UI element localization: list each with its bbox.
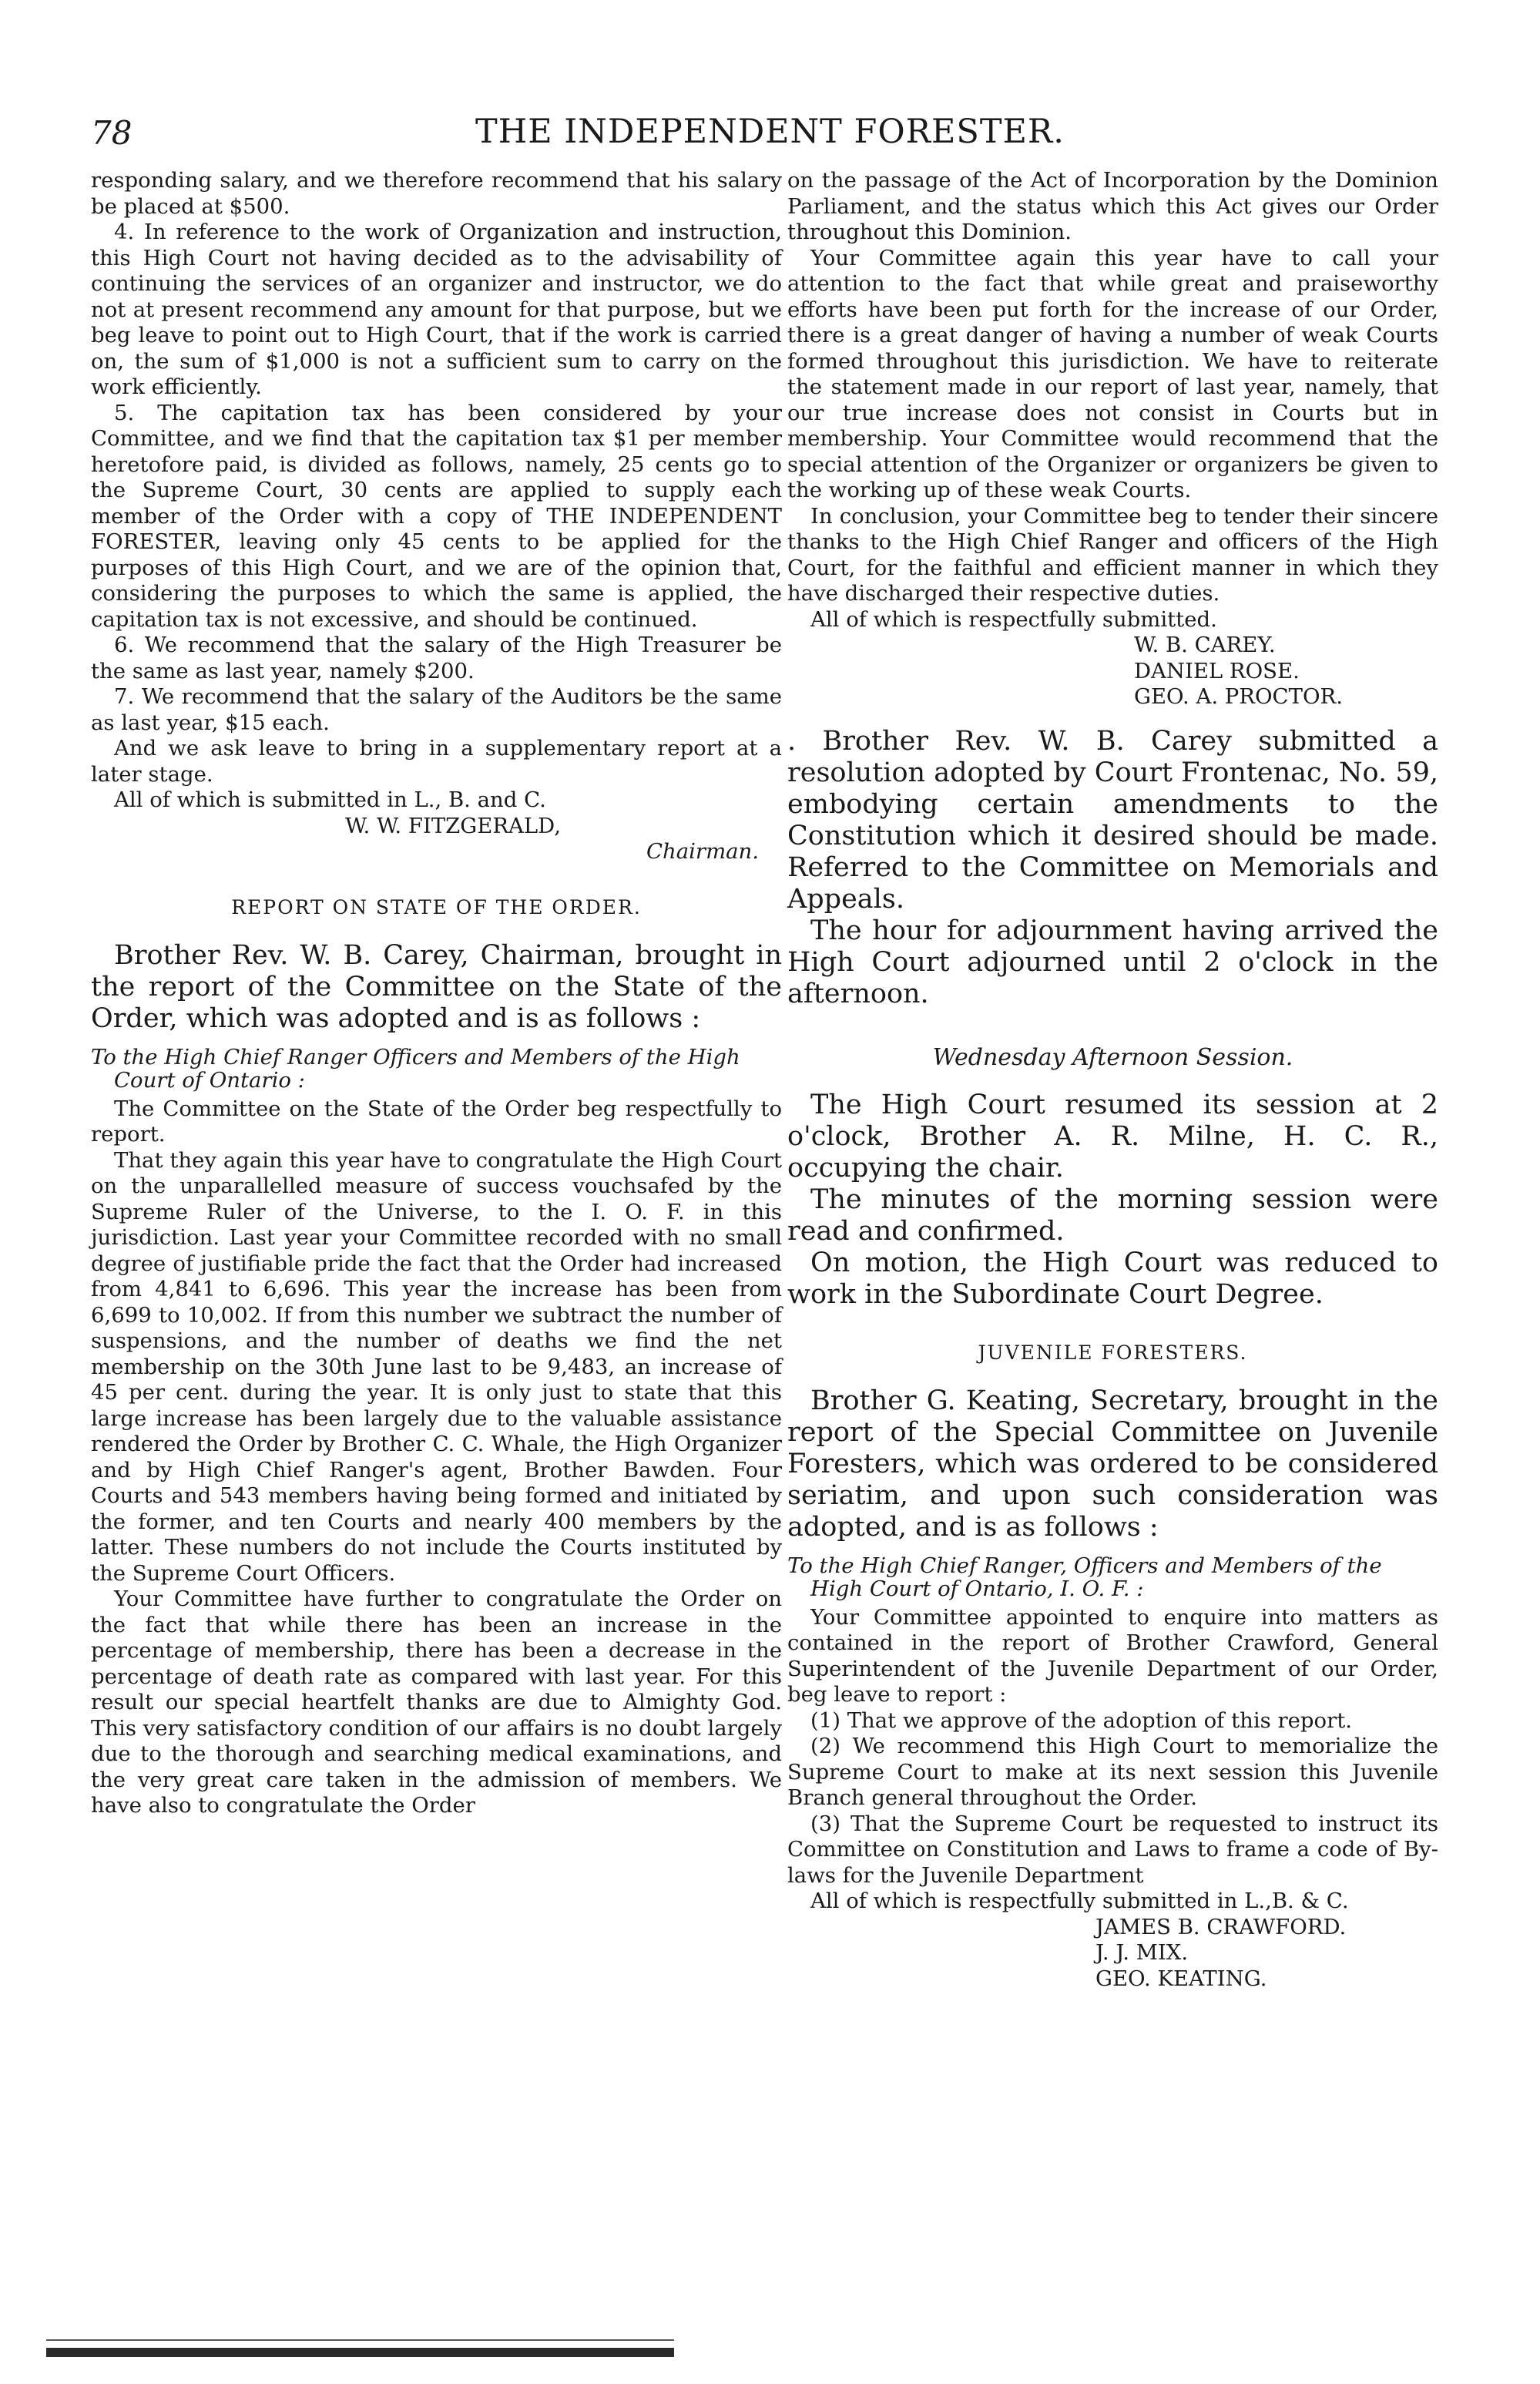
paragraph: All of which is respectfully submitted. bbox=[810, 606, 1217, 632]
left-small-block bbox=[91, 168, 782, 814]
right-column bbox=[787, 168, 1438, 1992]
signature-title: Chairman. bbox=[646, 839, 759, 864]
signature-name: J. J. MIX. bbox=[1095, 1940, 1189, 1965]
bottom-rule-thin bbox=[46, 2339, 674, 2341]
right-small-block bbox=[787, 168, 1438, 633]
paragraph: responding salary, and we therefore recommend that his salary be placed at $500. bbox=[91, 168, 782, 219]
paragraph: Your Committee again this year have to call your attention to the fact that while great and praiseworthy efforts have been put forth for the increase of our Order, there is a great danger of having a number of weak Courts formed throughout this jurisdiction. We have to reiterate the statement made in our report of last year, namely, that our true increase does not consist in Courts but in membership. Your Committee would recommend that the special attention of the Organizer or organizers be given to the working up of these weak Courts. bbox=[787, 245, 1438, 502]
address-line: To the High Chief Ranger, Officers and Members of the High Court of Ontario, I. O. F. : bbox=[787, 1553, 1382, 1601]
paragraph: 5. The capitation tax has been considered by your Committee, and we find that the capitation tax $1 per member heretofore paid, is divided as follows, namely, 25 cents go to the Supreme Court, 30 cents are applied to supply each member of the Order with a copy of THE INDEPENDENT FORESTER, leaving only 45 cents to be applied for the purposes of this High Court, and we are of the opinion that, considering the purposes to which the same is applied, the capitation tax is not excessive, and should be continued. bbox=[91, 400, 782, 632]
paragraph: The hour for adjournment having arrived the High Court adjourned until 2 o'clock in the afternoon. bbox=[787, 915, 1438, 1009]
paragraph: (2) We recommend this High Court to memorialize the Supreme Court to make at its next session this Juvenile Branch general throughout the Order. bbox=[787, 1734, 1438, 1810]
paragraph: Brother G. Keating, Secretary, brought in the report of the Special Committee on Juvenile Foresters, which was ordered to be considered seriatim, and upon such consideration was adopted, and is as follows : bbox=[787, 1385, 1438, 1543]
signature-block bbox=[787, 1915, 1438, 1993]
paragraph: All of which is submitted in L., B. and C. bbox=[114, 787, 546, 812]
signature-name: GEO. KEATING. bbox=[1095, 1966, 1267, 1991]
running-head: THE INDEPENDENT FORESTER. bbox=[475, 112, 1065, 151]
juvenile-block bbox=[787, 1385, 1438, 1543]
session-block bbox=[787, 1090, 1438, 1311]
paragraph: The minutes of the morning session were read and confirmed. bbox=[787, 1184, 1438, 1247]
section-heading: Wednesday Afternoon Session. bbox=[932, 1043, 1293, 1071]
section-heading: REPORT ON STATE OF THE ORDER. bbox=[231, 895, 642, 918]
signature-name: DANIEL ROSE. bbox=[1134, 658, 1300, 683]
section-heading: JUVENILE FORESTERS. bbox=[978, 1341, 1248, 1364]
paragraph: 6. We recommend that the salary of the High Treasurer be the same as last year, namely $200. bbox=[91, 633, 782, 683]
paragraph: That they again this year have to congratulate the High Court on the unparallelled measure of success vouchsafed by the Supreme Ruler of the Universe, to the I. O. F. in this jurisdiction. Last year your Committee recorded with no small degree of justifiable pride the fact that the Order had increased from 4,841 to 6,696. This year the increase has been from 6,699 to 10,002. If from this number we subtract the number of suspensions, and the number of deaths we find the net membership on the 30th June last to be 9,483, an increase of 45 per cent. during the year. It is only just to state that this large increase has been largely due to the valuable assistance rendered the Order by Brother C. C. Whale, the High Organizer and by High Chief Ranger's agent, Brother Bawden. Four Courts and 543 members having being formed and initiated by the former, and ten Courts and nearly 400 members by the latter. These numbers do not include the Courts instituted by the Supreme Court Officers. bbox=[91, 1147, 782, 1586]
paragraph: (1) That we approve of the adoption of this report. bbox=[810, 1707, 1353, 1733]
paragraph: . Brother Rev. W. B. Carey submitted a resolution adopted by Court Frontenac, No. 59, embodying certain amendments to the Constitution which it desired should be made. Referred to the Committee on Memorials and Appeals. bbox=[787, 725, 1438, 915]
paragraph: All of which is respectfully submitted in L.,B. & C. bbox=[810, 1889, 1349, 1913]
paragraph: The Committee on the State of the Order beg respectfully to report. bbox=[91, 1096, 782, 1147]
signature-block bbox=[787, 633, 1438, 710]
paragraph: Your Committee have further to congratulate the Order on the fact that while there has been an increase in the percentage of membership, there has been a decrease in the percentage of death rate as compared with last year. For this result our special heartfelt thanks are due to Almighty God. This very satisfactory condition of our affairs is no doubt largely due to the thorough and searching medical examinations, and the very great care taken in the admission of members. We have also to congratulate the Order bbox=[91, 1587, 782, 1818]
paragraph: 7. We recommend that the salary of the Auditors be the same as last year, $15 each. bbox=[91, 684, 782, 735]
paragraph: on the passage of the Act of Incorporation by the Dominion Parliament, and the status which this Act gives our Order throughout this Dominion. bbox=[787, 168, 1438, 244]
juvenile-report-block bbox=[787, 1605, 1438, 1915]
paragraph: Your Committee appointed to enquire into matters as contained in the report of Brother Crawford, General Superintendent of the Juvenile Department of our Order, beg leave to report : bbox=[787, 1604, 1438, 1707]
paragraph: Brother Rev. W. B. Carey, Chairman, brought in the report of the Committee on the State of the Order, which was adopted and is as follows : bbox=[91, 939, 782, 1034]
signature-name: W. W. FITZGERALD, bbox=[345, 813, 561, 838]
right-large-block bbox=[787, 726, 1438, 1010]
address-line: To the High Chief Ranger Officers and Members of the High Court of Ontario : bbox=[91, 1044, 740, 1093]
paragraph: 4. In reference to the work of Organization and instruction, this High Court not having decided as to the advisability of continuing the services of an organizer and instructor, we do not at present recommend any amount for that purpose, but we beg leave to point out to High Court, that if the work is carried on, the sum of $1,000 is not a sufficient sum to carry on the work efficiently. bbox=[91, 220, 782, 399]
bottom-rule bbox=[46, 2348, 674, 2357]
left-column bbox=[91, 168, 782, 1819]
paragraph: (3) That the Supreme Court be requested to instruct its Committee on Constitution and Laws to frame a code of By-laws for the Juvenile Department bbox=[787, 1811, 1438, 1888]
signature-name: GEO. A. PROCTOR. bbox=[1134, 684, 1343, 709]
paragraph: And we ask leave to bring in a supplementary report at a later stage. bbox=[91, 736, 782, 787]
signature-name: W. B. CAREY. bbox=[1134, 633, 1276, 657]
signature-name: JAMES B. CRAWFORD. bbox=[1095, 1914, 1347, 1939]
left-large-block bbox=[91, 940, 782, 1035]
paragraph: In conclusion, your Committee beg to tender their sincere thanks to the High Chief Ranger and officers of the High Court, for the faithful and efficient manner in which they have discharged their respective duties. bbox=[787, 503, 1438, 606]
paragraph: On motion, the High Court was reduced to work in the Subordinate Court Degree. bbox=[787, 1247, 1438, 1310]
page-number: 78 bbox=[91, 114, 133, 152]
paragraph: The High Court resumed its session at 2 o'clock, Brother A. R. Milne, H. C. R., occupying the chair. bbox=[787, 1089, 1438, 1184]
left-report-block bbox=[91, 1096, 782, 1819]
